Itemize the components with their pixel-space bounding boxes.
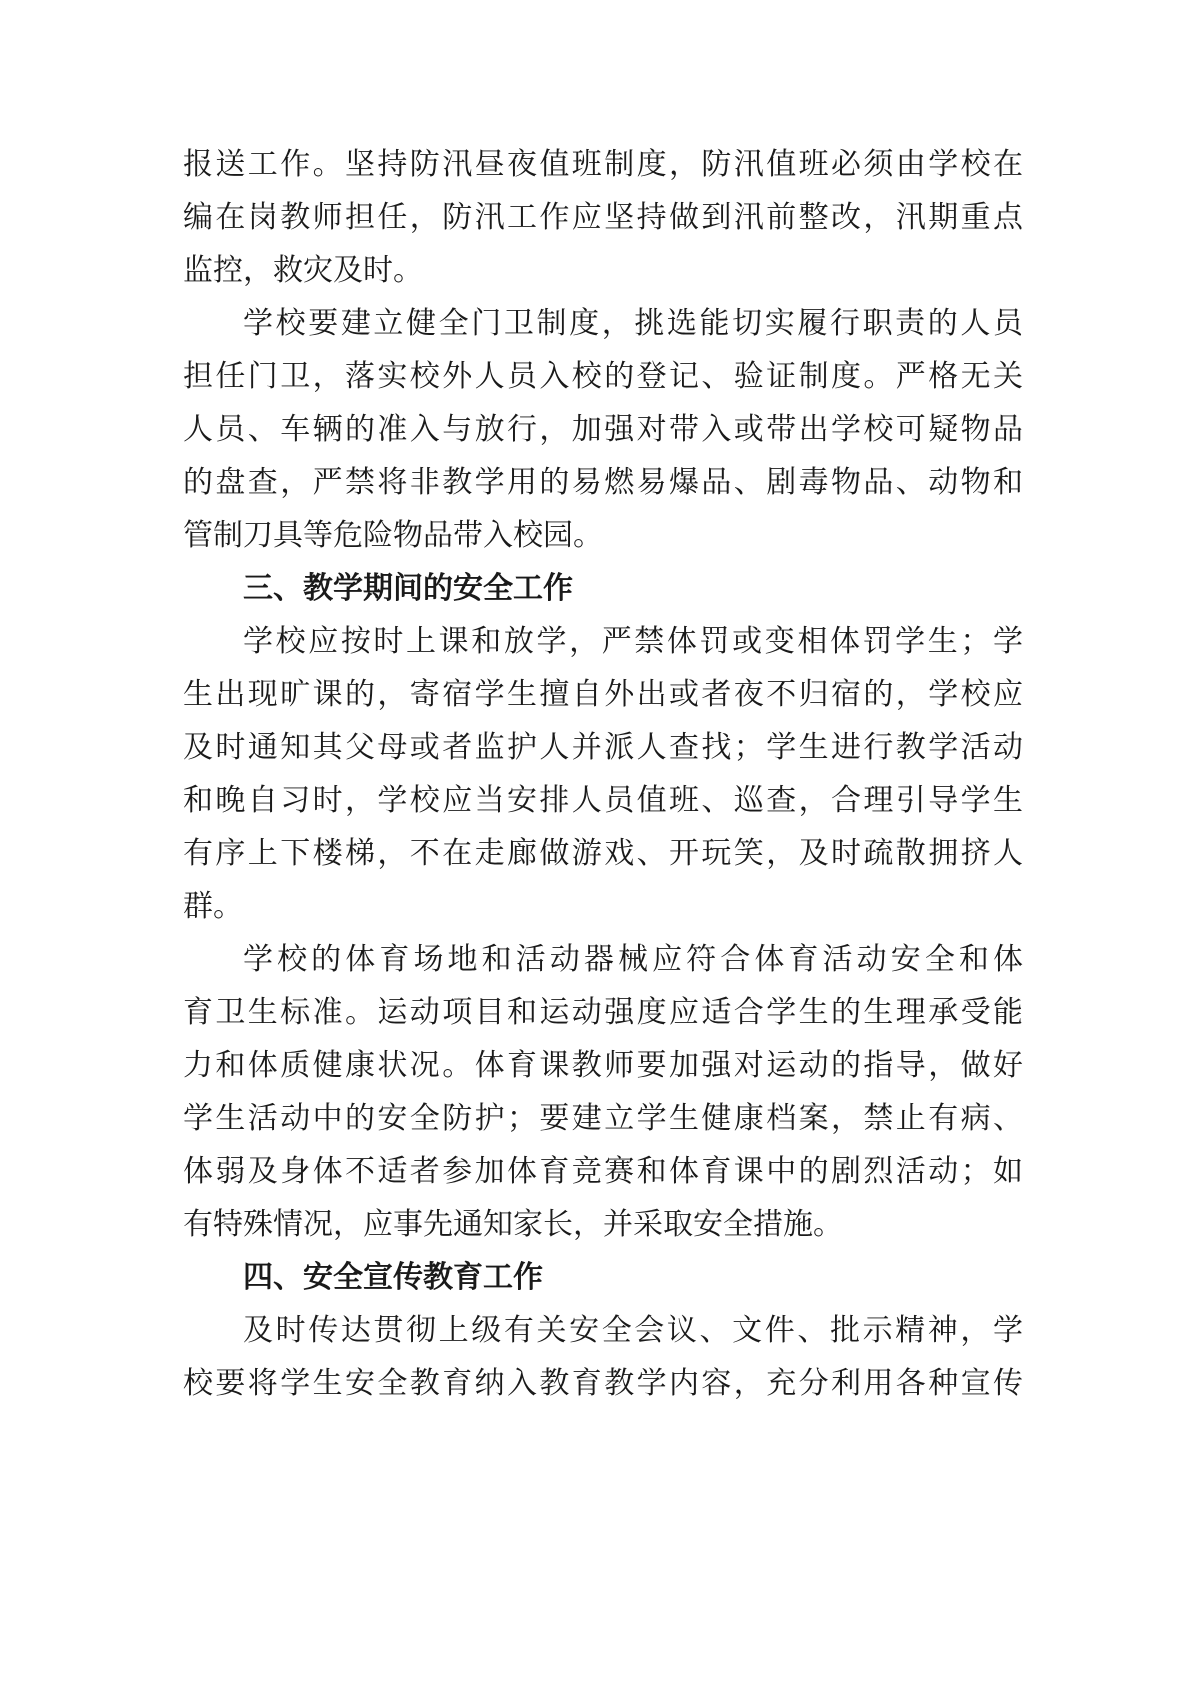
text-line: 体弱及身体不适者参加体育竞赛和体育课中的剧烈活动；如 (183, 1154, 1023, 1189)
text-line: 监控，救灾及时。 (183, 253, 423, 288)
text-line: 育卫生标准。运动项目和运动强度应适合学生的生理承受能 (183, 995, 1023, 1030)
text-line: 人员、车辆的准入与放行，加强对带入或带出学校可疑物品 (183, 412, 1023, 447)
text-line: 的盘查，严禁将非教学用的易燃易爆品、剧毒物品、动物和 (183, 465, 1023, 500)
text-line: 学生活动中的安全防护；要建立学生健康档案，禁止有病、 (183, 1101, 1023, 1136)
text-line: 编在岗教师担任，防汛工作应坚持做到汛前整改，汛期重点 (183, 200, 1023, 235)
text-line: 担任门卫，落实校外人员入校的登记、验证制度。严格无关 (183, 359, 1023, 394)
text-line: 力和体质健康状况。体育课教师要加强对运动的指导，做好 (183, 1048, 1023, 1083)
section-heading: 三、教学期间的安全工作 (243, 571, 573, 606)
text-line: 及时通知其父母或者监护人并派人查找；学生进行教学活动 (183, 730, 1023, 765)
text-line: 报送工作。坚持防汛昼夜值班制度，防汛值班必须由学校在 (183, 147, 1023, 182)
text-line: 管制刀具等危险物品带入校园。 (183, 518, 603, 553)
section-heading: 四、安全宣传教育工作 (243, 1260, 543, 1295)
text-line: 群。 (183, 889, 243, 924)
text-line: 学校要建立健全门卫制度，挑选能切实履行职责的人员 (243, 306, 1023, 341)
text-line: 学校应按时上课和放学，严禁体罚或变相体罚学生；学 (243, 624, 1023, 659)
text-line: 生出现旷课的，寄宿学生擅自外出或者夜不归宿的，学校应 (183, 677, 1023, 712)
text-line: 有特殊情况，应事先通知家长，并采取安全措施。 (183, 1207, 843, 1242)
text-line: 学校的体育场地和活动器械应符合体育活动安全和体 (243, 942, 1023, 977)
text-line: 和晚自习时，学校应当安排人员值班、巡查，合理引导学生 (183, 783, 1023, 818)
text-line: 校要将学生安全教育纳入教育教学内容，充分利用各种宣传 (183, 1366, 1023, 1401)
text-line: 及时传达贯彻上级有关安全会议、文件、批示精神，学 (243, 1313, 1023, 1348)
text-line: 有序上下楼梯，不在走廊做游戏、开玩笑，及时疏散拥挤人 (183, 836, 1023, 871)
